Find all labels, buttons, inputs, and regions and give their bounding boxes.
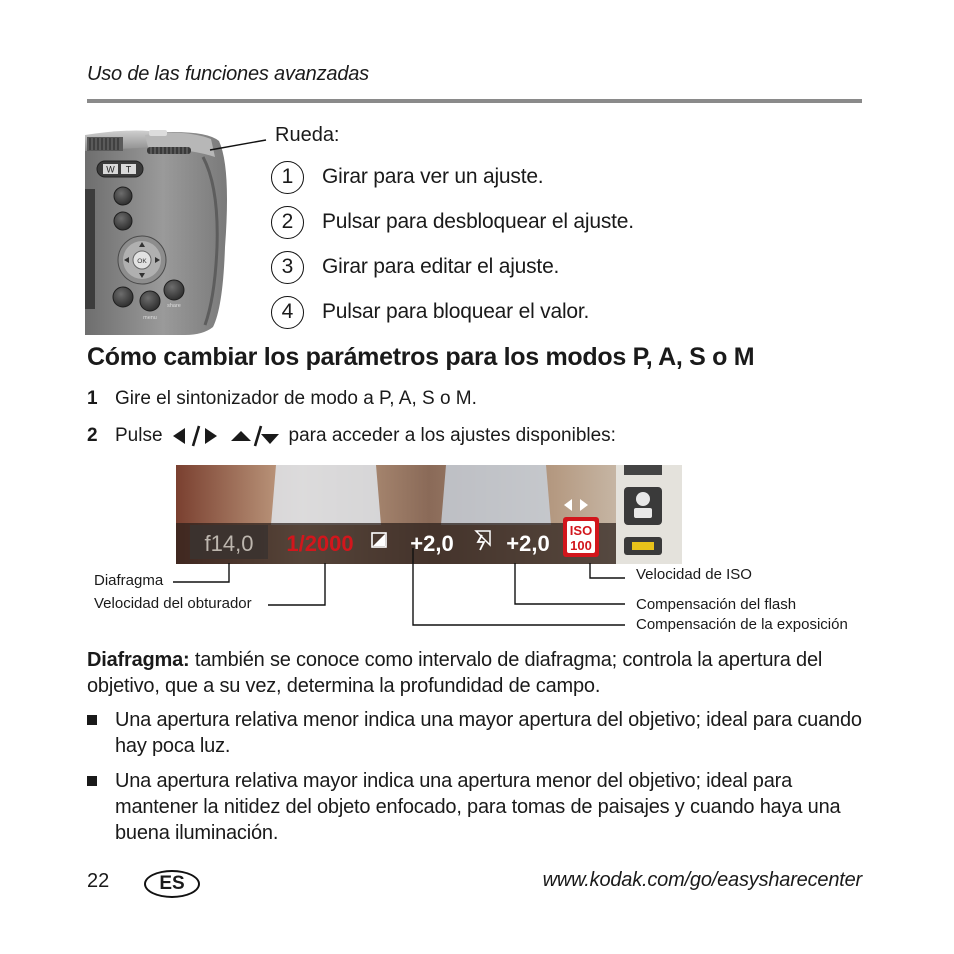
- running-header: Uso de las funciones avanzadas: [87, 63, 369, 85]
- up-down-arrows-icon: [229, 424, 281, 448]
- step-text: Pulsar para desbloquear el ajuste.: [322, 210, 634, 233]
- menu-button: [140, 291, 160, 311]
- wheel-step-1: [271, 160, 543, 194]
- iso-value: 100: [570, 538, 592, 553]
- instruction-text: Gire el sintonizador de modo a P, A, S o M.: [115, 388, 477, 409]
- aperture-readout: [190, 525, 268, 559]
- step-number-badge: 4: [271, 296, 304, 329]
- mode-dial: [87, 137, 123, 151]
- aperture-description: también se conoce como intervalo de diafragma; controla la apertura del objetivo, que a su vez, determina la profundidad de campo.: [87, 649, 823, 697]
- delete-button: [113, 287, 133, 307]
- menu-label: menu: [143, 315, 157, 321]
- bullet-item-2: [87, 768, 867, 846]
- instruction-2: [87, 424, 616, 448]
- share-label: share: [167, 303, 181, 309]
- step-text: Girar para editar el ajuste.: [322, 255, 560, 278]
- bullet-item-1: [87, 707, 867, 759]
- callout-shutter-speed: Velocidad del obturador: [94, 595, 252, 612]
- section-heading: Cómo cambiar los parámetros para los modos P, A, S o M: [87, 343, 755, 371]
- round-button-1: [114, 187, 132, 205]
- step-number-badge: 3: [271, 251, 304, 284]
- instruction-number: 2: [87, 425, 98, 446]
- shutter-readout: [286, 531, 353, 556]
- step-number-badge: 2: [271, 206, 304, 239]
- callout-flash-compensation: Compensación del flash: [636, 596, 797, 613]
- instruction-text-after: para acceder a los ajustes disponibles:: [288, 425, 616, 446]
- instruction-number: 1: [87, 388, 98, 409]
- callout-exposure-compensation: Compensación de la exposición: [636, 616, 848, 633]
- bullet-text: Una apertura relativa mayor indica una apertura menor del objetivo; ideal para mantener la nitidez del objeto enfocado, para tomas de paisajes y cuando haya una buena iluminación.: [115, 770, 841, 844]
- page-number: 22: [87, 870, 110, 892]
- callout-aperture: Diafragma: [94, 572, 164, 589]
- flash-comp-value: +2,0: [506, 531, 550, 556]
- control-wheel: [147, 147, 191, 154]
- step-text: Pulsar para bloquear el valor.: [322, 300, 590, 323]
- footer-url: www.kodak.com/go/easysharecenter: [542, 869, 862, 891]
- exposure-comp-value: +2,0: [410, 531, 454, 556]
- aperture-value: f14,0: [204, 531, 254, 556]
- zoom-wide-label: W: [106, 164, 115, 175]
- wheel-step-2: [271, 205, 634, 239]
- left-right-arrows-icon: [171, 424, 221, 448]
- bullet-square-icon: [87, 776, 97, 786]
- bullet-text: Una apertura relativa menor indica una mayor apertura del objetivo; ideal para cuando hay poca luz.: [115, 709, 862, 757]
- ok-label: OK: [137, 258, 147, 265]
- round-button-2: [114, 212, 132, 230]
- aperture-term: Diafragma:: [87, 649, 190, 671]
- instruction-1: [87, 388, 477, 410]
- lcd-screen-edge: [85, 189, 95, 309]
- wheel-label: Rueda:: [275, 124, 340, 146]
- callout-iso: Velocidad de ISO: [636, 566, 752, 583]
- shutter-value: 1/2000: [286, 531, 354, 556]
- aperture-paragraph: [87, 647, 867, 699]
- iso-label: ISO: [569, 523, 593, 538]
- language-badge: ES: [144, 870, 200, 898]
- header-rule: [87, 99, 862, 103]
- zoom-tele-label: T: [125, 164, 132, 175]
- bullet-square-icon: [87, 715, 97, 725]
- wheel-step-3: [271, 250, 559, 284]
- share-button: [164, 280, 184, 300]
- camera-back-illustration: [85, 127, 235, 335]
- image-size-icon: [624, 465, 662, 475]
- instruction-text-before: Pulse: [115, 425, 163, 446]
- camera-lcd-screen: [176, 465, 682, 564]
- wheel-step-4: [271, 295, 589, 329]
- step-number-badge: 1: [271, 161, 304, 194]
- step-text: Girar para ver un ajuste.: [322, 165, 544, 188]
